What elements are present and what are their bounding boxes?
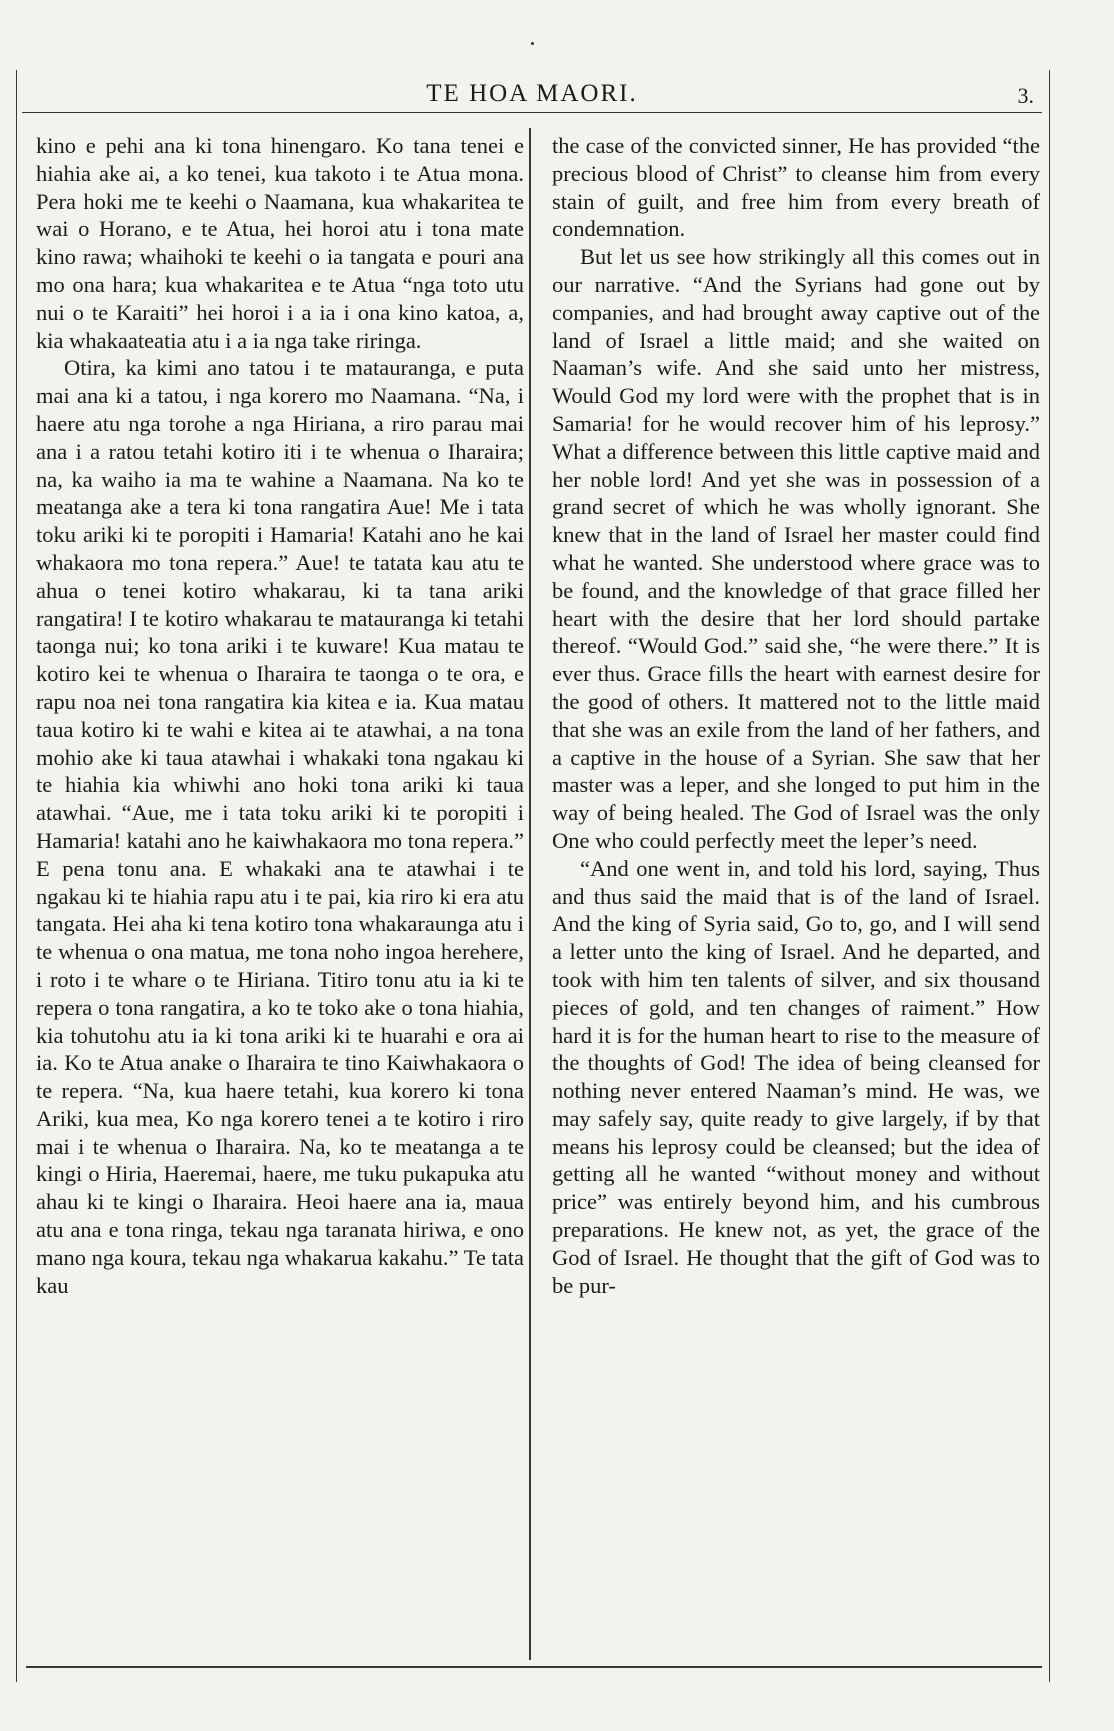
page-header xyxy=(22,80,1042,113)
right-column-english-text xyxy=(552,132,1040,1299)
left-paragraph-1: kino e pehi ana ki tona hinengaro. Ko tana tenei e hiahia ake ai, a ko tenei, kua takoto i te Atua mona. Pera hoki me te keehi o Naamana, kua whakaritea te wai o Horano, e te Atua, hei horoi atu i tona mate kino rawa; whaihoki te keehi o ia tangata e pouri ana mo ona hara; kua whakaritea e te Atua “nga toto utu nui o te Karaiti” hei horoi i a ia i ona kino katoa, a, kia whakaateatia atu i a ia nga take riringa. xyxy=(36,133,524,353)
right-paragraph-1: the case of the convicted sinner, He has provided “the precious blood of Christ” to cleanse him from every stain of guilt, and free him from every breath of condemnation. xyxy=(552,133,1040,242)
page-number: 3. xyxy=(1017,83,1034,108)
left-paragraph-2: Otira, ka kimi ano tatou i te matauranga, e puta mai ana ki a tatou, i nga korero mo Naamana. “Na, i haere atu nga torohe a nga Hiriana, a riro parau mai ana i a ratou tetahi kotiro iti i te whenua o Iharaira; na, ka waiho ia ma te wahine a Naamana. Na ko te meatanga ake a tera ki tona rangatira Aue! Me i tata toku ariki ki te poropiti i Hamaria! Katahi ano he kai whakaora mo tona repera.” Aue! te tatata kau atu te ahua o tenei kotiro whakarau, ki ta tana ariki rangatira! I te kotiro whakarau te matauranga ki tetahi taonga nui; ko tona ariki i te kuware! Kua matau te kotiro kei te whenua o Iharaira te taonga o te ora, e rapu noa nei tona rangatira kia kitea e ia. Kua matau taua kotiro ki te wahi e kitea ai te atawhai, a na tona mohio ake ki taua atawhai i whakaki tona ngakau ki te hiahia kia whiwhi ano hoki tona ariki ki taua atawhai. “Aue, me i tata toku ariki ki te poropiti i Hamaria! katahi ano he kaiwhakaora mo tona repera.” E pena tonu ana. E whakaki ana te atawhai i te ngakau ki te hiahia rapu atu i te pai, kia riro ki era atu tangata. Hei aha ki tena kotiro tona whakaraunga atu i te whenua o ona matua, me tona noho ingoa herehere, i roto i te whare o te Hiriana. Titiro tonu atu ia ki te repera o tona rangatira, a ko te toko ake o tona hiahia, kia tohutohu atu ia ki tona ariki ki te huarahi e ora ai ia. Ko te Atua anake o Iharaira te tino Kaiwhakaora o te repera. “Na, kua haere tetahi, kua korero ki tona Ariki, kua mea, Ko nga korero tenei a te kotiro i riro mai i te whenua o Iharaira. Na, ko te meatanga a te kingi o Hiria, Haeremai, haere, me tuku pukapuka atu ahau ki te kingi o Iharaira. Heoi haere ana ia, maua atu ana e tona ringa, tekau nga taranata hiriwa, e ono mano nga koura, tekau nga whakarua kakahu.” Te tata kau xyxy=(36,355,524,1298)
left-column-maori-text xyxy=(36,132,524,1299)
right-paragraph-2: But let us see how strikingly all this comes out in our narrative. “And the Syrians had gone out by companies, and had brought away captive out of the land of Israel a little maid; and she waited on Naaman’s wife. And she said unto her mistress, Would God my lord were with the prophet that is in Samaria! for he would recover him of his leprosy.” What a difference between this little captive maid and her noble lord! And yet she was in possession of a grand secret of which he was wholly ignorant. She knew that in the land of Israel her master could find what he wanted. She understood where grace was to be found, and the knowledge of that grace filled her heart with the desire that her lord should partake thereof. “Would God.” said she, “he were there.” It is ever thus. Grace fills the heart with earnest desire for the good of others. It mattered not to the little maid that she was an exile from the land of her fathers, and a captive in the house of a Syrian. She saw that her master was a leper, and she longed to put him in the way of being healed. The God of Israel was the only One who could perfectly meet the leper’s need. xyxy=(552,244,1040,853)
column-divider xyxy=(529,128,531,1660)
bottom-rule xyxy=(26,1666,1042,1668)
page-title: TE HOA MAORI. xyxy=(426,80,638,107)
right-paragraph-3: “And one went in, and told his lord, saying, Thus and thus said the maid that is of the land of Israel. And the king of Syria said, Go to, go, and I will send a letter unto the king of Israel. And he departed, and took with him ten talents of silver, and six thousand pieces of gold, and ten changes of raiment.” How hard it is for the human heart to rise to the measure of the thoughts of God! The idea of being cleansed for nothing never entered Naaman’s mind. He was, we may safely say, quite ready to give largely, if by that means his leprosy could be cleansed; but the idea of getting all he wanted “without money and without price” was entirely beyond him, and his cumbrous preparations. He knew not, as yet, the grace of the God of Israel. He thought that the gift of God was to be pur- xyxy=(552,855,1040,1298)
print-speck xyxy=(531,42,534,45)
